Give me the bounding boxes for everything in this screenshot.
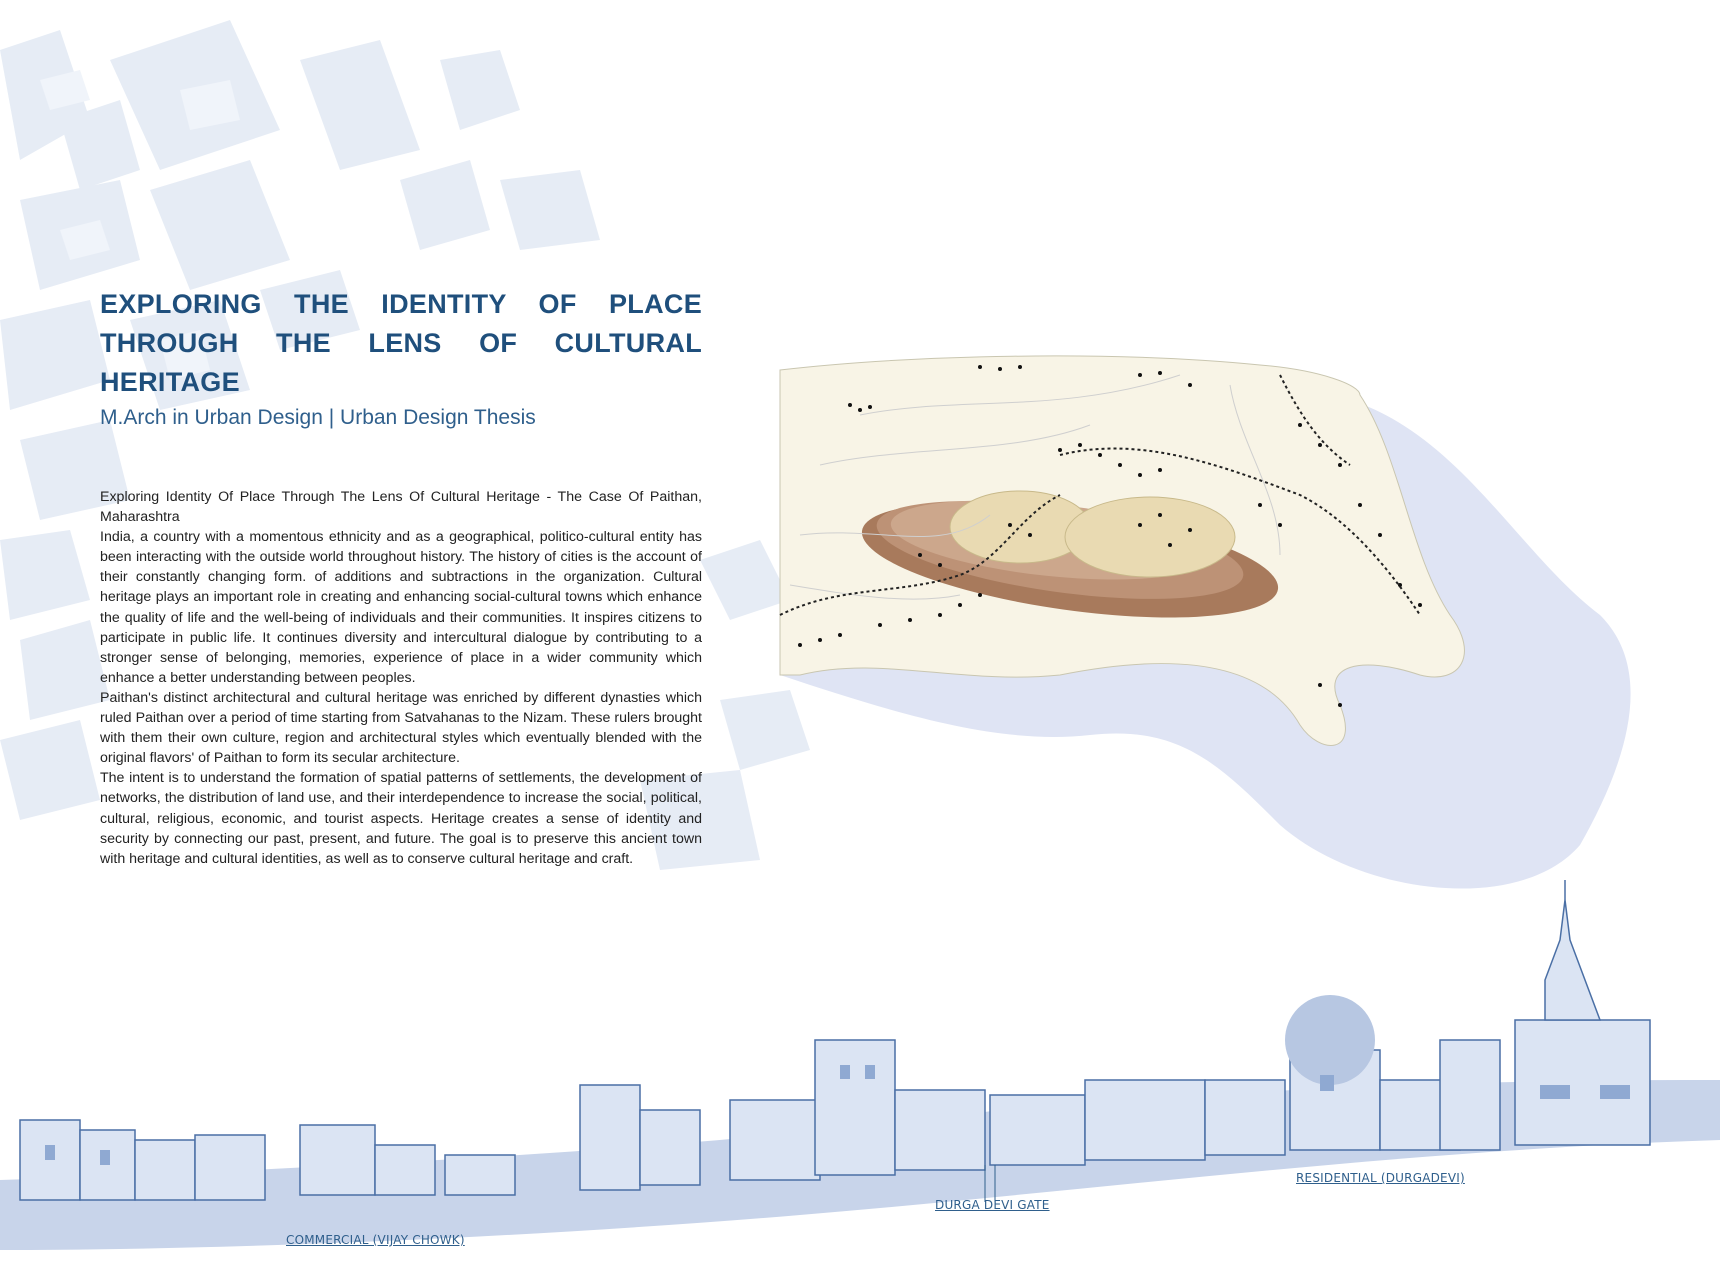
temple-spire <box>1545 880 1600 1020</box>
street-elevation <box>0 880 1720 1260</box>
abstract-paragraph-3: The intent is to understand the formation of spatial patterns of settlements, the development of networks, the distribution of land use, and their interdependence to increase the social, political, cultural, religious, economic, and tourist aspects. Heritage creates a sense of identity and security by connecting our past, present, and future. The goal is to preserve this ancient town with heritage and cultural identities, as well as to conserve cultural heritage and craft. <box>100 770 702 867</box>
subtitle: M.Arch in Urban Design | Urban Design Thesis <box>100 406 536 429</box>
label-durga-devi-gate: DURGA DEVI GATE <box>935 1198 1050 1212</box>
page-title <box>100 285 702 402</box>
title-line-1: EXPLORING THE IDENTITY OF PLACE <box>100 289 702 319</box>
abstract-body <box>100 487 702 869</box>
title-line-2: THROUGH THE LENS OF CULTURAL HERITAGE <box>100 328 702 397</box>
label-commercial: COMMERCIAL (VIJAY CHOWK) <box>286 1233 465 1247</box>
abstract-paragraph-1: India, a country with a momentous ethnicity and as a geographical, politico-cultural entity has been interacting with the outside world throughout history. The history of cities is the account of their constantly changing form. of additions and subtractions in the organization. Cultural heritage plays an important role in creating and enhancing social-cultural towns which enhance the quality of life and the well-being of individuals and their communities. It inspires citizens to participate in public life. It continues diversity and intercultural dialogue by contributing to a stronger sense of belonging, memories, experience of place in a wider community which enhance a better understanding between peoples. <box>100 529 702 686</box>
abstract-paragraph-2: Paithan's distinct architectural and cultural heritage was enriched by different dynasties which ruled Paithan over a period of time starting from Satvahanas to the Nizam. These rulers brought with them their own culture, region and architectural styles which eventually blended with the original flavors' of Paithan to form its secular architecture. <box>100 689 702 767</box>
site-map <box>760 355 1640 905</box>
label-residential: RESIDENTIAL (DURGADEVI) <box>1296 1171 1465 1185</box>
abstract-heading: Exploring Identity Of Place Through The Lens Of Cultural Heritage - The Case Of Paithan, Maharashtra <box>100 489 702 526</box>
dome-shape <box>1285 995 1375 1085</box>
